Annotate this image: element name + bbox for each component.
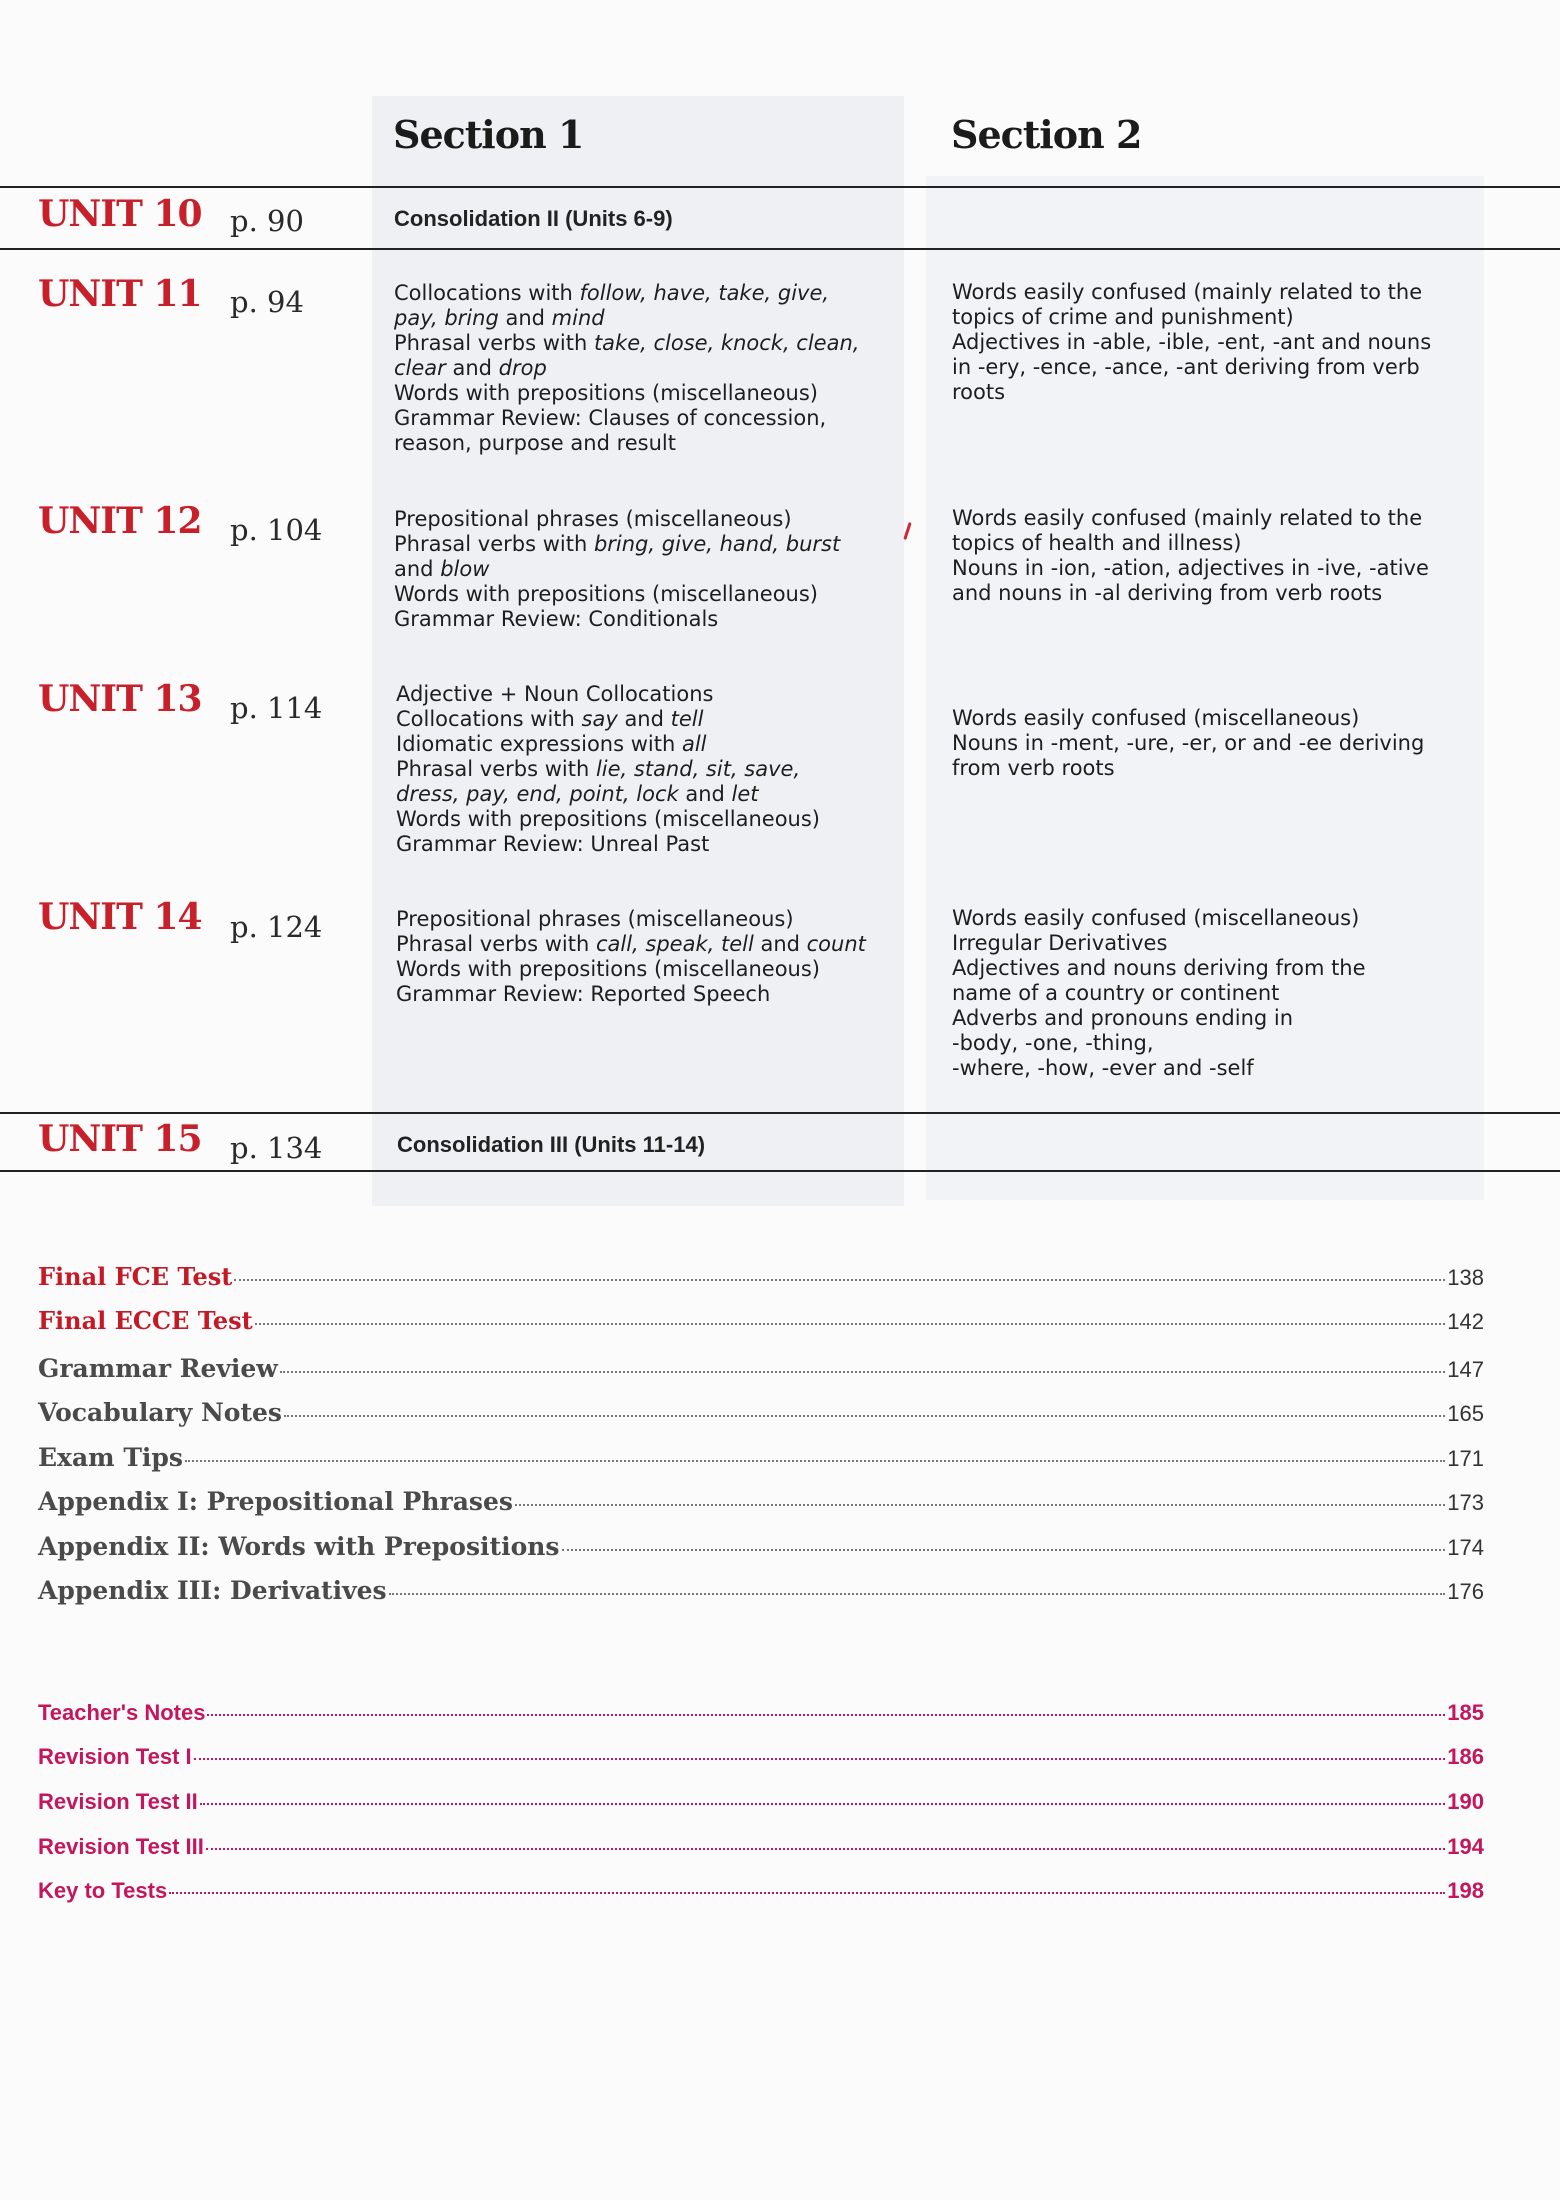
italic-term: let xyxy=(731,782,759,806)
unit-13-section1 xyxy=(396,682,820,857)
unit-13-section2 xyxy=(952,706,1424,781)
text-run: Idiomatic expressions with xyxy=(396,732,682,756)
dot-leader xyxy=(169,1892,1445,1894)
text-run: and xyxy=(394,557,441,581)
text-run: and xyxy=(445,356,499,380)
italic-term: tell xyxy=(670,707,704,731)
unit-12-page: p. 104 xyxy=(230,513,323,547)
text-run: Prepositional phrases (miscellaneous) xyxy=(394,507,792,531)
text-run: reason, purpose and result xyxy=(394,431,676,455)
divider xyxy=(0,186,1560,188)
cell-line xyxy=(394,507,840,532)
divider xyxy=(0,1170,1560,1172)
unit-15-label[interactable]: UNIT 15 xyxy=(38,1118,202,1160)
unit-14-page: p. 124 xyxy=(230,910,323,944)
italic-term: clear xyxy=(394,356,446,380)
text-run: -body, -one, -thing, xyxy=(952,1031,1154,1055)
text-run: Words easily confused (mainly related to the xyxy=(952,280,1423,304)
cell-line xyxy=(394,582,840,607)
cell-line xyxy=(396,732,820,757)
toc-entry-title: Vocabulary Notes xyxy=(38,1398,283,1427)
cell-line xyxy=(394,557,840,582)
cell-line xyxy=(394,431,859,456)
cell-line xyxy=(396,807,820,832)
toc-entry-page: 190 xyxy=(1447,1789,1484,1814)
italic-term: take, close, knock, clean, xyxy=(593,331,860,355)
unit-10-consolidation[interactable]: Consolidation II (Units 6-9) xyxy=(394,206,673,231)
cell-line xyxy=(952,981,1366,1006)
pen-mark xyxy=(903,522,911,540)
unit-11-section2 xyxy=(952,280,1431,405)
cell-line xyxy=(952,1056,1366,1081)
unit-10-page: p. 90 xyxy=(230,204,304,238)
text-run: Phrasal verbs with xyxy=(396,757,596,781)
cell-line xyxy=(394,607,840,632)
cell-line xyxy=(396,907,866,932)
text-run: -where, -how, -ever and -self xyxy=(952,1056,1254,1080)
section1-shade xyxy=(372,96,904,1206)
cell-line xyxy=(952,506,1429,531)
unit-14-section2 xyxy=(952,906,1366,1081)
text-run: Words easily confused (mainly related to the xyxy=(952,506,1423,530)
unit-14-section1 xyxy=(396,907,866,1007)
divider xyxy=(0,1112,1560,1114)
italic-term: drop xyxy=(498,356,547,380)
cell-line xyxy=(396,782,820,807)
text-run: Grammar Review: Clauses of concession, xyxy=(394,406,827,430)
text-run: and nouns in -al deriving from verb roots xyxy=(952,581,1383,605)
toc-entry-page: 171 xyxy=(1447,1446,1484,1471)
cell-line xyxy=(394,406,859,431)
cell-line xyxy=(394,306,859,331)
text-run: and xyxy=(753,932,807,956)
text-run: topics of crime and punishment) xyxy=(952,305,1294,329)
toc-entry[interactable] xyxy=(38,1262,1484,1291)
italic-term: blow xyxy=(440,557,490,581)
text-run: Words with prepositions (miscellaneous) xyxy=(394,381,818,405)
cell-line xyxy=(396,982,866,1007)
dot-leader xyxy=(234,1279,1445,1281)
unit-11-section1 xyxy=(394,281,859,456)
dot-leader xyxy=(515,1504,1445,1506)
cell-line xyxy=(396,707,820,732)
text-run: Adverbs and pronouns ending in xyxy=(952,1006,1294,1030)
italic-term: mind xyxy=(551,306,605,330)
dot-leader xyxy=(389,1593,1446,1595)
text-run: and xyxy=(678,782,732,806)
text-run: Phrasal verbs with xyxy=(394,532,594,556)
text-run: Adjectives and nouns deriving from the xyxy=(952,956,1366,980)
italic-term: lie, stand, sit, save, xyxy=(595,757,801,781)
unit-11-page: p. 94 xyxy=(230,285,304,319)
dot-leader xyxy=(207,1714,1445,1716)
text-run: Collocations with xyxy=(396,707,582,731)
dot-leader xyxy=(194,1758,1446,1760)
cell-line xyxy=(952,355,1431,380)
toc-entry-page: 142 xyxy=(1447,1309,1484,1334)
toc-entry-page: 198 xyxy=(1447,1878,1484,1903)
toc-entry-page: 186 xyxy=(1447,1744,1484,1769)
italic-term: say xyxy=(581,707,618,731)
toc-entry-page: 194 xyxy=(1447,1834,1484,1859)
text-run: Phrasal verbs with xyxy=(396,932,596,956)
unit-11-label[interactable]: UNIT 11 xyxy=(38,273,202,315)
toc-entry-page: 176 xyxy=(1447,1579,1484,1604)
text-run: from verb roots xyxy=(952,756,1115,780)
unit-15-page: p. 134 xyxy=(230,1131,323,1165)
toc-entry[interactable] xyxy=(38,1576,1484,1605)
cell-line xyxy=(952,380,1431,405)
text-run: Phrasal verbs with xyxy=(394,331,594,355)
section2-heading: Section 2 xyxy=(951,112,1142,157)
text-run: Nouns in -ment, -ure, -er, or and -ee deriving xyxy=(952,731,1425,755)
text-run: and xyxy=(498,306,552,330)
unit-12-section1 xyxy=(394,507,840,632)
dot-leader xyxy=(280,1371,1445,1373)
italic-term: dress, pay, end, point, lock xyxy=(396,782,679,806)
italic-term: follow, have, take, give, xyxy=(579,281,830,305)
unit-14-label[interactable]: UNIT 14 xyxy=(38,896,202,938)
toc-entry[interactable] xyxy=(38,1700,1484,1726)
toc-entry[interactable] xyxy=(38,1306,1484,1335)
cell-line xyxy=(394,532,840,557)
text-run: Adjective + Noun Collocations xyxy=(396,682,714,706)
dot-leader xyxy=(255,1323,1446,1325)
toc-entry-page: 185 xyxy=(1447,1700,1484,1725)
unit-12-section2 xyxy=(952,506,1429,606)
toc-entry[interactable] xyxy=(38,1532,1484,1561)
cell-line xyxy=(952,581,1429,606)
toc-entry-title: Revision Test III xyxy=(38,1834,204,1859)
italic-term: all xyxy=(681,732,707,756)
text-run: topics of health and illness) xyxy=(952,531,1242,555)
text-run: Words with prepositions (miscellaneous) xyxy=(396,957,820,981)
dot-leader xyxy=(562,1549,1446,1551)
italic-term: pay, bring xyxy=(394,306,499,330)
text-run: Nouns in -ion, -ation, adjectives in -ive, -ative xyxy=(952,556,1429,580)
text-run: Words with prepositions (miscellaneous) xyxy=(396,807,820,831)
cell-line xyxy=(394,381,859,406)
toc-entry[interactable] xyxy=(38,1878,1484,1904)
toc-entry-title: Revision Test I xyxy=(38,1744,192,1769)
text-run: Irregular Derivatives xyxy=(952,931,1168,955)
toc-entry[interactable] xyxy=(38,1487,1484,1516)
text-run: Words easily confused (miscellaneous) xyxy=(952,906,1360,930)
cell-line xyxy=(396,757,820,782)
toc-entry[interactable] xyxy=(38,1443,1484,1472)
cell-line xyxy=(952,1031,1366,1056)
toc-entry-page: 174 xyxy=(1447,1535,1484,1560)
cell-line xyxy=(952,906,1366,931)
cell-line xyxy=(394,281,859,306)
cell-line xyxy=(396,957,866,982)
toc-entry-page: 147 xyxy=(1447,1357,1484,1382)
toc-entry-title: Teacher's Notes xyxy=(38,1700,206,1725)
cell-line xyxy=(952,706,1424,731)
toc-entry-page: 138 xyxy=(1447,1265,1484,1290)
text-run: Prepositional phrases (miscellaneous) xyxy=(396,907,794,931)
dot-leader xyxy=(206,1848,1445,1850)
cell-line xyxy=(952,531,1429,556)
unit-15-consolidation[interactable]: Consolidation III (Units 11-14) xyxy=(397,1132,706,1157)
toc-entry-title: Appendix I: Prepositional Phrases xyxy=(38,1487,513,1516)
toc-entry-title: Revision Test II xyxy=(38,1789,198,1814)
cell-line xyxy=(952,330,1431,355)
toc-entry-title: Grammar Review xyxy=(38,1354,278,1383)
toc-entry-page: 173 xyxy=(1447,1490,1484,1515)
italic-term: call, speak, tell xyxy=(595,932,754,956)
cell-line xyxy=(952,305,1431,330)
cell-line xyxy=(952,1006,1366,1031)
toc-entry-title: Exam Tips xyxy=(38,1443,183,1472)
text-run: Grammar Review: Unreal Past xyxy=(396,832,710,856)
section1-heading: Section 1 xyxy=(393,112,584,157)
italic-term: count xyxy=(806,932,866,956)
toc-entry-title: Appendix III: Derivatives xyxy=(38,1576,387,1605)
toc-entry-title: Key to Tests xyxy=(38,1878,168,1903)
dot-leader xyxy=(200,1803,1446,1805)
cell-line xyxy=(952,280,1431,305)
text-run: Adjectives in -able, -ible, -ent, -ant and nouns xyxy=(952,330,1432,354)
text-run: Words easily confused (miscellaneous) xyxy=(952,706,1360,730)
dot-leader xyxy=(284,1415,1445,1417)
dot-leader xyxy=(185,1460,1445,1462)
text-run: Words with prepositions (miscellaneous) xyxy=(394,582,818,606)
text-run: roots xyxy=(952,380,1006,404)
cell-line xyxy=(396,832,820,857)
cell-line xyxy=(396,932,866,957)
text-run: in -ery, -ence, -ance, -ant deriving from verb xyxy=(952,355,1420,379)
unit-13-label[interactable]: UNIT 13 xyxy=(38,678,202,720)
text-run: Collocations with xyxy=(394,281,580,305)
cell-line xyxy=(394,356,859,381)
toc-entry-title: Appendix II: Words with Prepositions xyxy=(38,1532,560,1561)
toc-entry[interactable] xyxy=(38,1744,1484,1770)
toc-entry-title: Final ECCE Test xyxy=(38,1306,253,1335)
text-run: Grammar Review: Conditionals xyxy=(394,607,719,631)
cell-line xyxy=(952,956,1366,981)
text-run: Grammar Review: Reported Speech xyxy=(396,982,771,1006)
italic-term: bring, give, hand, burst xyxy=(593,532,841,556)
cell-line xyxy=(952,756,1424,781)
toc-entry[interactable] xyxy=(38,1398,1484,1427)
toc-entry[interactable] xyxy=(38,1789,1484,1815)
cell-line xyxy=(952,731,1424,756)
text-run: name of a country or continent xyxy=(952,981,1280,1005)
cell-line xyxy=(952,556,1429,581)
toc-entry-page: 165 xyxy=(1447,1401,1484,1426)
text-run: and xyxy=(617,707,671,731)
cell-line xyxy=(396,682,820,707)
unit-13-page: p. 114 xyxy=(230,691,323,725)
divider xyxy=(0,248,1560,250)
toc-entry[interactable] xyxy=(38,1834,1484,1860)
unit-10-label[interactable]: UNIT 10 xyxy=(38,193,202,235)
toc-entry-title: Final FCE Test xyxy=(38,1262,233,1291)
unit-12-label[interactable]: UNIT 12 xyxy=(38,500,202,542)
cell-line xyxy=(952,931,1366,956)
cell-line xyxy=(394,331,859,356)
toc-entry[interactable] xyxy=(38,1354,1484,1383)
